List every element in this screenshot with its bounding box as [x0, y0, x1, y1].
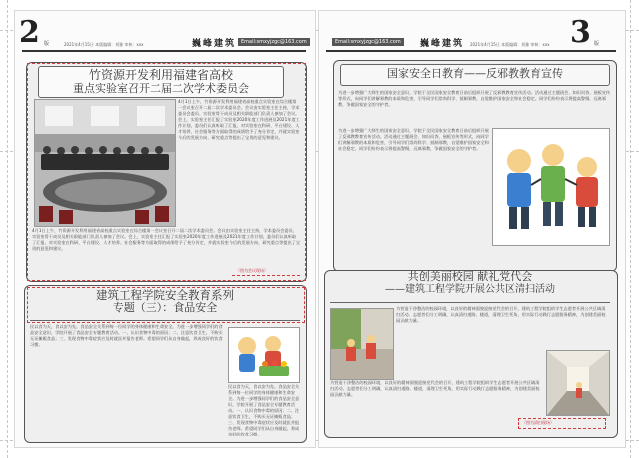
right-article1-body: 为进一步增强广大师生的国家安全意识，学院于全民国家安全教育日前后组织开展了反邪教教育宣传活动。活动通过主题班会、知识问答、展板宣传等形式，向同学们讲解邪教的本质和危害，引导同学们崇尚科学、抵制邪教，自觉维护国家安全和社会稳定。同学们纷纷表示将提高警惕，远离邪教，争做国家安全的守护者。 [338, 90, 611, 107]
right-page-number: 3 [570, 15, 591, 50]
left-article2-body: 民以食为天，食以安为先。食品安全关系到每一位同学的身体健康和生命安全。为进一步增强同学们的食品安全意识，学院开展了食品安全专题教育活动。一、认识食物中毒的原因；二、注意饮食卫生，不购买无证摊贩食品；三、发现食物中毒症状应及时就医并报告老师。希望同学们从自身做起，养成良好的饮食习惯。 [30, 324, 223, 347]
left-email: Email:smxyjzgc@163.com [238, 38, 310, 46]
left-page-number: 2 [19, 15, 40, 50]
right-article2-title-rule [330, 302, 610, 303]
left-masthead: 巍峰建筑 [192, 39, 237, 49]
meeting-room-photo [35, 100, 175, 226]
left-article1-title-line1: 竹资源开发利用福建省高校 [88, 68, 233, 82]
right-article2-photo-left [330, 308, 394, 380]
left-article1-caption-underline [232, 275, 300, 276]
guide-line-right [630, 0, 631, 458]
left-page-number-suffix: 版 [44, 41, 50, 47]
right-date-line: 2021年4月15日 本版编辑：刘雅 审核：xxx [470, 42, 550, 47]
left-article1-title-line2: 重点实验室召开二届二次学术委员会 [73, 81, 249, 95]
right-article2-title-line1: 共创美丽校园 献礼党代会 [407, 270, 533, 283]
right-article2-title-line2: ——建筑工程学院开展公共区清扫活动 [385, 283, 555, 295]
corridor-photo [547, 351, 609, 415]
right-masthead: 巍峰建筑 [420, 39, 465, 49]
left-article1-caption: （图为会议现场） [236, 268, 268, 273]
right-article2-body: 为营造干净整洁的校园环境，以良好的精神面貌迎接党代会的召开，建筑工程学院组织学生志愿者开展公共区域清扫活动。志愿者们分工明确，认真清扫道路、楼道，清理卫生死角，用实际行动践行志愿服务精神，为创建美丽校园贡献力量。 [396, 306, 606, 323]
left-article1-body-continued: 4月1日上午，竹资源开发利用福建省高校重点实验室在综合楼第一会议室召开二届二次学术委员会。会议由实验室主任主持，学术委员会委员、实验室骨干成员及相关职能部门负责人参加了会议。会上，实验室主任汇报了实验室2020年度工作进展及2021年度工作计划，委员们认真听取了汇报，对实验室在科研、平台建设、人才培养、社会服务等方面取得的成绩给予了充分肯定，并就实验室今后的发展方向、研究重点等提出了宝贵的意见和建议。 [32, 228, 300, 251]
left-article2-title-line1: 建筑工程学院安全教育系列 [96, 288, 234, 302]
anti-cult-cartoon [493, 129, 609, 245]
left-article1-title-box [38, 66, 284, 98]
cleaning-photo [331, 309, 393, 379]
right-header-rule [326, 50, 616, 52]
left-article2-illustration [228, 327, 300, 383]
guide-line-left [7, 0, 8, 458]
right-article1-body-left: 为进一步增强广大师生的国家安全意识，学院于全民国家安全教育日前后组织开展了反邪教教育宣传活动。活动通过主题班会、知识问答、展板宣传等形式，向同学们讲解邪教的本质和危害，引导同学们崇尚科学、抵制邪教，自觉维护国家安全和社会稳定。同学们纷纷表示将提高警惕，远离邪教，争做国家安全的守护者。 [338, 128, 489, 151]
left-article2-title-rule [30, 320, 300, 321]
right-article2-photo-right [546, 350, 610, 416]
left-header-rule [22, 50, 306, 52]
left-article2-body-right: 民以食为天，食以安为先。食品安全关系到每一位同学的身体健康和生命安全。为进一步增强同学们的食品安全意识，学院开展了食品安全专题教育活动。一、认识食物中毒的原因；二、注意饮食卫生，不购买无证摊贩食品；三、发现食物中毒症状应及时就医并报告老师。希望同学们从自身做起，养成良好的饮食习惯。 [228, 384, 300, 436]
left-article1-photo [34, 99, 176, 227]
right-article1-title-box [340, 64, 610, 86]
right-article2-title-box [334, 270, 606, 300]
right-email: Email:smxyjzgc@163.com [332, 38, 404, 46]
right-article1-illustration [492, 128, 610, 246]
right-article2-body-continued: 为营造干净整洁的校园环境，以良好的精神面貌迎接党代会的召开，建筑工程学院组织学生志愿者开展公共区域清扫活动。志愿者们分工明确，认真清扫道路、楼道，清理卫生死角，用实际行动践行志愿服务精神，为创建美丽校园贡献力量。 [330, 380, 540, 397]
left-article2-title-line2: 专题（三）：食品安全 [112, 301, 218, 315]
right-article1-title: 国家安全日教育——反邪教教育宣传 [387, 67, 563, 80]
left-date-line: 2021年4月15日 本版编辑：刘雅 审核：xxx [64, 42, 144, 47]
food-safety-cartoon [229, 328, 299, 382]
right-article2-caption: （图为清扫现场） [522, 420, 554, 425]
left-article1-body: 4月1日上午，竹资源开发利用福建省高校重点实验室在综合楼第一会议室召开二届二次学术委员会。会议由实验室主任主持，学术委员会委员、实验室骨干成员及相关职能部门负责人参加了会议。会上，实验室主任汇报了实验室2020年度工作进展及2021年度工作计划，委员们认真听取了汇报，对实验室在科研、平台建设、人才培养、社会服务等方面取得的成绩给予了充分肯定，并就实验室今后的发展方向、研究重点等提出了宝贵的意见和建议。 [178, 99, 300, 140]
left-article2-title-box [60, 289, 270, 318]
right-page-number-suffix: 版 [594, 41, 600, 47]
